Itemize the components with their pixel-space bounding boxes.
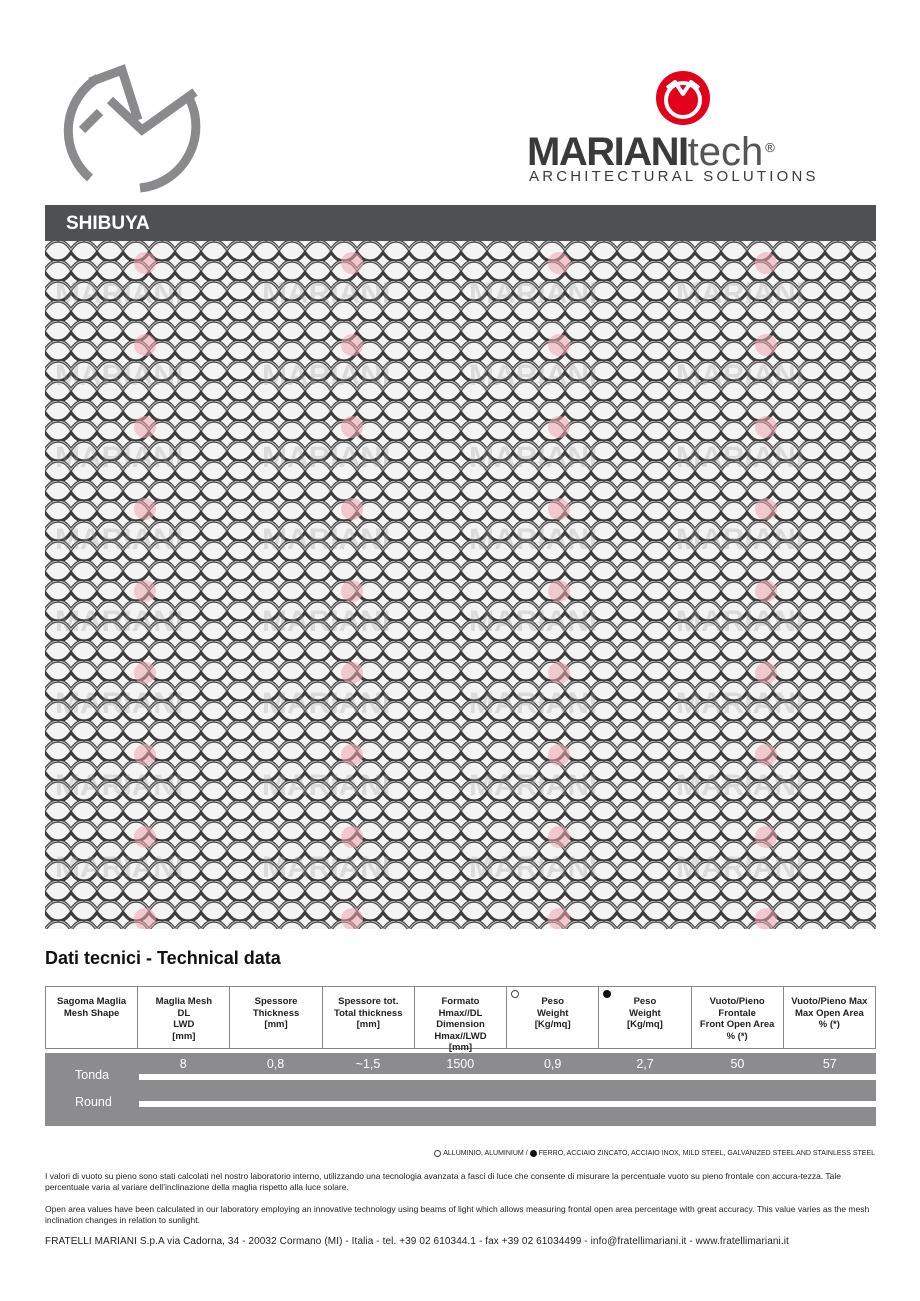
col-weight-aluminium-label: Peso Weight [Kg/mq]	[534, 996, 571, 1030]
registered-mark: ®	[765, 140, 774, 155]
technical-table-header	[45, 986, 876, 1053]
col-max-open-area: Vuoto/Pieno Max Max Open Area % (*)	[783, 987, 875, 1048]
shape-italian: Tonda	[75, 1068, 110, 1082]
shape-english: Round	[75, 1095, 112, 1109]
value-max-open-area: 57	[822, 1057, 837, 1071]
mariani-m-emblem-icon	[655, 70, 711, 126]
product-title-bar	[45, 205, 876, 241]
value-weight-steel: 2,7	[636, 1057, 654, 1071]
steel-dot-icon	[603, 990, 611, 998]
col-total-thickness: Spessore tot. Total thickness [mm]	[322, 987, 414, 1048]
col-front-open-area: Vuoto/Pieno Frontale Front Open Area % (*)	[691, 987, 783, 1048]
row-divider	[139, 1101, 876, 1107]
product-mesh-image	[45, 241, 876, 929]
col-thickness: Spessore Thickness [mm]	[229, 987, 321, 1048]
company-footer: FRATELLI MARIANI S.p.A via Cadorna, 34 - 20032 Cormano (MI) - Italia - tel. +39 02 610344.1 - fax +39 02 61034499 - info@fratellimariani.it - www.fratellimariani.it	[45, 1236, 789, 1247]
aluminium-dot-icon	[511, 990, 519, 998]
value-total-thickness: ~1,5	[355, 1057, 381, 1071]
mariani-outline-logo	[60, 60, 205, 195]
value-dimension: 1500	[446, 1057, 475, 1071]
legend-steel: FERRO, ACCIAIO ZINCATO, ACCIAIO INOX, MILD STEEL, GALVANIZED STEEL AND STAINLESS STEEL	[538, 1150, 875, 1157]
brand-name-bold: MARIANI	[527, 130, 688, 174]
brand-wordmark	[527, 132, 774, 172]
value-thickness: 0,8	[266, 1057, 285, 1071]
expanded-metal-mesh-icon	[45, 241, 876, 929]
value-mesh: 8	[179, 1057, 187, 1071]
mariani-outline-monogram-icon	[60, 60, 205, 195]
col-dimension: Formato Hmax//DL Dimension Hmax//LWD [mm]	[414, 987, 506, 1048]
aluminium-legend-icon	[434, 1150, 441, 1157]
row-divider	[139, 1074, 876, 1080]
col-mesh-shape: Sagoma Maglia Mesh Shape	[57, 996, 127, 1019]
technical-data-heading: Dati tecnici - Technical data	[45, 948, 281, 968]
col-weight-steel	[598, 987, 690, 1048]
note-italian: I valori di vuoto su pieno sono stati calcolati nel nostro laboratorio interno, utilizzando una tecnologia avanzata a fasci di luce che consente di misurare la percentuale vuoto su pieno frontale con accura-tezza. Tale percentuale varia al variare dell’inclinazione della maglia rispetto alla luce solare.	[45, 1171, 842, 1192]
legend-aluminium: ALLUMINIO, ALUMINIUM /	[443, 1150, 528, 1157]
value-front-open-area: 50	[730, 1057, 745, 1071]
col-weight-aluminium	[506, 987, 598, 1048]
value-weight-aluminium: 0,9	[543, 1057, 562, 1071]
technical-table-row	[45, 1053, 876, 1126]
col-weight-steel-label: Peso Weight [Kg/mq]	[626, 996, 663, 1030]
col-mesh-size: Maglia Mesh DL LWD [mm]	[137, 987, 229, 1048]
brand-tagline: ARCHITECTURAL SOLUTIONS	[529, 168, 819, 185]
row-values	[137, 1057, 876, 1071]
marianitech-logo	[525, 70, 855, 185]
brand-name-light: tech	[687, 130, 764, 174]
note-english: Open area values have been calculated in our laboratory employing an innovative technology using beams of light which allows measuring frontal open area percentage with great accuracy. This value varies as the mesh inclination changes in relation to sunlight.	[45, 1204, 870, 1225]
steel-legend-icon	[530, 1150, 537, 1157]
material-legend	[434, 1150, 875, 1157]
product-title: SHIBUYA	[66, 213, 150, 234]
